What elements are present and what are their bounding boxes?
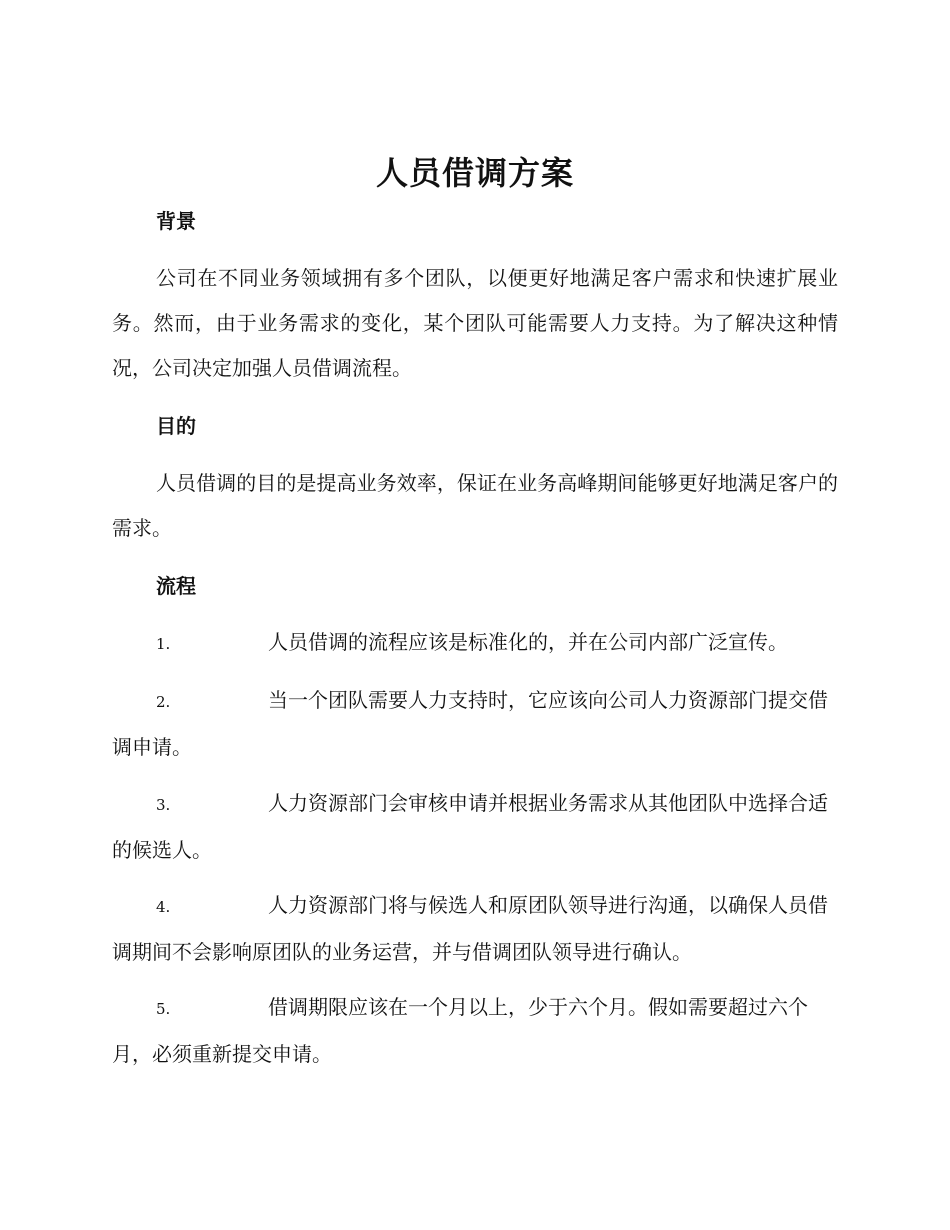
background-paragraph: 公司在不同业务领域拥有多个团队，以便更好地满足客户需求和快速扩展业务。然而，由于业务需求的变化，某个团队可能需要人力支持。为了解决这种情况，公司决定加强人员借调流程。 (112, 266, 838, 380)
process-list-item (112, 620, 838, 667)
list-item-number: 4. (156, 898, 171, 916)
list-item-text: 人员借调的流程应该是标准化的，并在公司内部广泛宣传。 (268, 630, 788, 654)
process-list-item (112, 985, 838, 1077)
process-list-item (112, 883, 838, 975)
list-item-text: 借调期限应该在一个月以上，少于六个月。假如需要超过六个月，必须重新提交申请。 (112, 995, 808, 1066)
list-item-text: 当一个团队需要人力支持时，它应该向公司人力资源部门提交借调申请。 (112, 688, 828, 759)
process-list-item (112, 678, 838, 770)
section-heading-background: 背景 (156, 209, 196, 233)
list-item-text: 人力资源部门会审核申请并根据业务需求从其他团队中选择合适的候选人。 (112, 791, 828, 862)
list-item-number: 5. (156, 1000, 171, 1018)
list-item-text: 人力资源部门将与候选人和原团队领导进行沟通，以确保人员借调期间不会影响原团队的业务运营，并与借调团队领导进行确认。 (112, 893, 828, 964)
section-heading-purpose: 目的 (156, 414, 196, 438)
purpose-paragraph: 人员借调的目的是提高业务效率，保证在业务高峰期间能够更好地满足客户的需求。 (112, 471, 838, 540)
list-item-number: 1. (156, 635, 171, 653)
process-list-item (112, 781, 838, 873)
document-title: 人员借调方案 (375, 154, 574, 192)
list-item-number: 2. (156, 693, 171, 711)
list-item-number: 3. (156, 796, 171, 814)
section-heading-process: 流程 (156, 574, 196, 598)
